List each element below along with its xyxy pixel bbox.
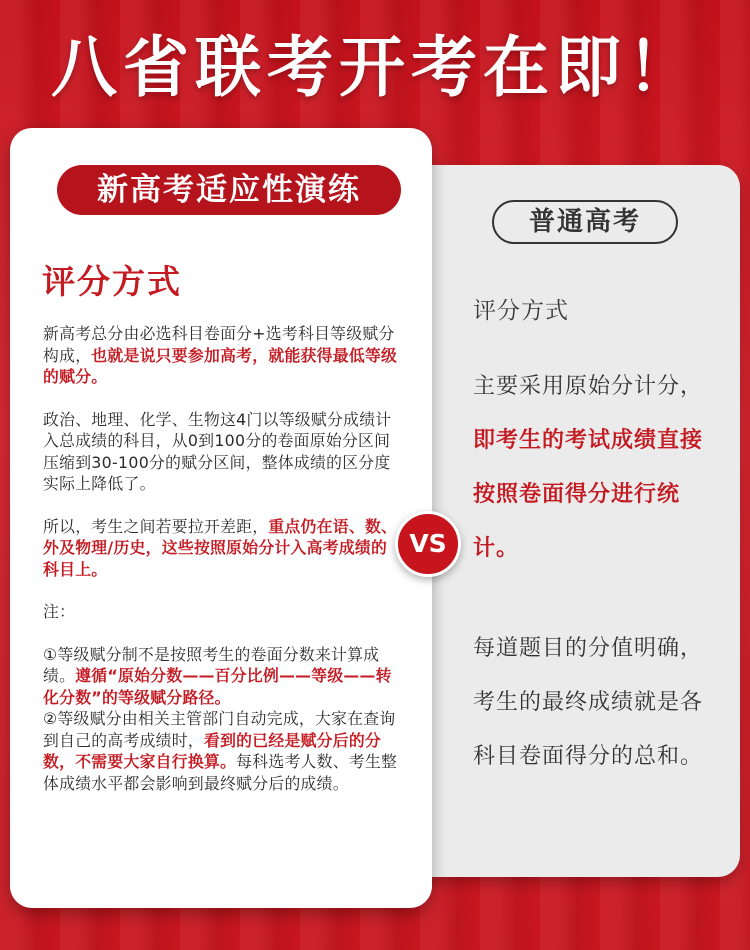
new-gaokao-badge: 新高考适应性演练 xyxy=(57,165,401,215)
right-p3: 每道题目的分值明确，考生的最终成绩就是各科目卷面得分的总和。 xyxy=(473,636,704,769)
right-p2-highlight: 即考生的考试成绩直接按照卷面得分进行统计。 xyxy=(473,428,704,561)
left-p3-highlight: 重点仍在语、数、外及物理/历史，这些按照原始分计入高考成绩的科目上。 xyxy=(43,516,398,579)
left-p3-text: 所以，考生之间若要拉开差距， xyxy=(43,516,269,536)
headline: 八省联考开考在即！ xyxy=(51,29,699,106)
note-2 xyxy=(43,708,398,794)
note-2-tail: 每科选考人数、考生整体成绩水平都会影响到最终赋分后的成绩。 xyxy=(43,752,398,793)
note-label: 注： xyxy=(43,602,76,621)
left-p1-highlight: 也就是说只要参加高考，就能获得最低等级的赋分。 xyxy=(43,345,398,386)
left-p1-text: 新高考总分由必选科目卷面分+选考科目等级赋分构成， xyxy=(43,324,395,365)
note-1-text: ①等级赋分制不是按照考生的卷面分数来计算成绩。 xyxy=(43,644,380,685)
note-1-highlight: 遵循“原始分数——百分比例——等级——转化分数”的等级赋分路径。 xyxy=(43,666,392,707)
right-p1: 主要采用原始分计分， xyxy=(473,374,704,399)
left-p3 xyxy=(43,516,398,581)
new-gaokao-card xyxy=(10,128,432,908)
left-scoring-body xyxy=(43,323,398,794)
right-scoring-body xyxy=(473,360,723,784)
note-2-highlight: 看到的已经是赋分后的分数，不需要大家自行换算。 xyxy=(43,730,382,771)
left-p1 xyxy=(43,323,398,388)
traditional-exam-badge: 普通高考 xyxy=(492,200,678,244)
note-1 xyxy=(43,644,398,709)
right-scoring-heading: 评分方式 xyxy=(473,298,569,324)
note-2-text: ②等级赋分由相关主管部门自动完成，大家在查询到自己的高考成绩时， xyxy=(43,709,396,750)
left-scoring-heading: 评分方式 xyxy=(42,262,182,301)
vs-badge: VS xyxy=(395,511,461,577)
left-p2: 政治、地理、化学、生物这4门以等级赋分成绩计入总成绩的科目，从0到100分的卷面原始分区间压缩到30-100分的赋分区间，整体成绩的区分度实际上降低了。 xyxy=(43,409,392,493)
